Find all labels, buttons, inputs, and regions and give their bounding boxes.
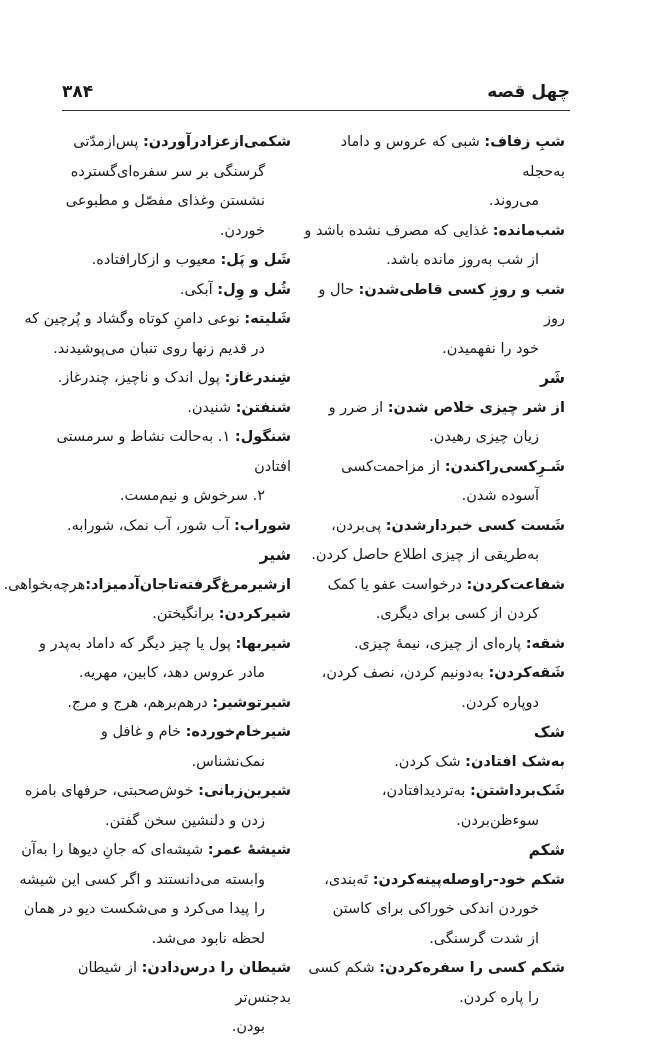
- dictionary-entry: [19, 128, 291, 158]
- entry-definition: برانگیختن.: [152, 606, 219, 622]
- entry-definition: پول یا چیز دیگر که داماد به‌پدر و: [39, 635, 236, 652]
- entry-definition: شنیدن.: [187, 399, 236, 416]
- entry-continuation: کردن از کسی برای دیگری.: [375, 606, 539, 622]
- dictionary-entry: [19, 777, 291, 807]
- right-column: [303, 128, 565, 1013]
- entry-definition: پس‌ازمدّتی: [73, 134, 143, 150]
- section-heading: شیر: [259, 546, 291, 564]
- entry-term: از شر چیزی خلاص شدن:: [387, 399, 565, 416]
- dictionary-entry: [19, 305, 291, 335]
- entry-continuation: خوردن.: [219, 222, 265, 239]
- dictionary-entry: [19, 423, 291, 482]
- entry-definition: به‌تردیدافتادن،: [381, 783, 470, 799]
- dictionary-entry: [19, 836, 291, 866]
- entry-continuation: در قدیم زنها روی تنبان می‌پوشیدند.: [53, 340, 265, 357]
- entry-continuation: سوءظن‌بردن.: [456, 812, 539, 829]
- entry-continuation: بودن.: [231, 1019, 265, 1035]
- entry-definition: درهم‌برهم، هرج و مرج.: [67, 694, 213, 711]
- dictionary-entry: [303, 630, 565, 660]
- entry-definition: آبکی.: [179, 281, 218, 298]
- dictionary-entry: [303, 659, 565, 689]
- entry-term: شیرتوشیر:: [212, 694, 291, 711]
- entry-continuation: را پاره کردن.: [459, 989, 539, 1006]
- entry-definition: شبی که عروس و داماد به‌حجله: [340, 134, 565, 180]
- entry-definition: شک کردن.: [394, 753, 466, 770]
- entry-definition: از ضرر و: [328, 399, 388, 416]
- entry-continuation: آسوده شدن.: [461, 488, 539, 504]
- entry-continuation: از شدت گرسنگی.: [429, 930, 539, 947]
- entry-term: شیربها:: [235, 635, 291, 652]
- dictionary-entry: [19, 394, 291, 424]
- entry-term: شوراب:: [233, 517, 291, 534]
- dictionary-entry: [19, 689, 291, 719]
- entry-continuation: به‌طریقی از چیزی اطلاع حاصل کردن.: [311, 547, 539, 563]
- entry-term: به‌شک افتادن:: [465, 753, 565, 770]
- entry-definition: تَه‌بندی،: [324, 871, 373, 888]
- entry-term: شِندرغاز:: [224, 370, 291, 386]
- dictionary-entry: [303, 777, 565, 807]
- page-header: [62, 82, 570, 108]
- entry-term: شیشهٔ عمر:: [207, 842, 291, 858]
- dictionary-entry: [303, 512, 565, 542]
- entry-continuation: خوردن اندکی خوراکی برای کاستن: [332, 901, 539, 917]
- header-rule: [62, 110, 570, 111]
- entry-term: شقه:: [525, 635, 565, 652]
- entry-continuation: نشستن وغذای مفصّل و مطبوعی: [65, 193, 265, 209]
- dictionary-entry: [303, 748, 565, 778]
- entry-continuation: نمک‌نشناس.: [191, 753, 265, 770]
- entry-definition: از مزاحمت‌کسی: [341, 458, 445, 475]
- entry-term: شیرین‌زبانی:: [198, 783, 291, 799]
- dictionary-entry: [19, 512, 291, 542]
- entry-term: شَل و پَل:: [220, 252, 291, 268]
- entry-definition: پاره‌ای از چیزی، نیمهٔ چیزی.: [353, 635, 526, 652]
- entry-continuation: را پیدا می‌کرد و می‌شکست دیو در همان: [23, 901, 265, 917]
- entry-term: شبِ زفاف:: [484, 134, 565, 150]
- entry-term: شَک‌برداشتن:: [469, 783, 565, 799]
- entry-definition: ۱. به‌حالت نشاط و سرمستی افتادن: [56, 429, 291, 475]
- dictionary-entry: [303, 276, 565, 335]
- dictionary-entry: [3, 571, 291, 601]
- dictionary-entry: [19, 718, 291, 748]
- entry-continuation: از شب به‌روز مانده باشد.: [386, 252, 539, 268]
- dictionary-entry: [19, 276, 291, 306]
- entry-term: شب و روزِ کسی قاطی‌شدن:: [358, 281, 565, 298]
- entry-continuation: می‌روند.: [488, 193, 539, 209]
- entry-definition: از شیطان بدجنس‌تر: [77, 960, 291, 1006]
- entry-term: ازشیرمرغ‌گرفته‌تاجان‌آدمیزاد:: [85, 576, 291, 593]
- entry-continuation: دوپاره کردن.: [461, 694, 539, 711]
- section-heading: شک: [533, 723, 565, 741]
- entry-definition: حال و روز: [318, 281, 565, 327]
- entry-continuation: خود را نفهمیدن.: [442, 340, 539, 357]
- entry-continuation: مادر عروس دهد، کابین، مهریه.: [78, 665, 265, 681]
- entry-term: شنگول:: [234, 429, 291, 445]
- entry-term: شب‌مانده:: [492, 222, 565, 239]
- dictionary-entry: [303, 394, 565, 424]
- entry-term: شَقه‌کردن:: [488, 665, 565, 681]
- section-heading: شکم: [528, 841, 565, 859]
- entry-continuation: وابسته می‌دانستند و اگر کسی این شیشه: [19, 871, 265, 888]
- page-number: ۳۸۴: [62, 82, 94, 102]
- entry-term: شَست کسی خبردارشدن:: [385, 517, 565, 534]
- entry-definition: هرچه‌بخواهی.: [3, 576, 86, 593]
- entry-term: شکم کسی را سفره‌کردن:: [379, 960, 565, 976]
- entry-term: شفاعت‌کردن:: [466, 576, 565, 593]
- entry-definition: غذایی که مصرف نشده باشد و: [304, 222, 493, 239]
- entry-definition: شیشه‌ای که جانِ دیوها را به‌آن: [21, 842, 208, 858]
- dictionary-entry: [303, 453, 565, 483]
- dictionary-entry: [303, 128, 565, 187]
- dictionary-entry: [19, 246, 291, 276]
- entry-definition: درخواست عفو یا کمک: [327, 576, 467, 593]
- dictionary-entry: [19, 364, 291, 394]
- entry-term: شُل و وِل:: [217, 281, 291, 298]
- entry-definition: آب شور، آب نمک، شورابه.: [67, 517, 234, 534]
- dictionary-entry: [19, 600, 291, 630]
- entry-continuation: ۲. سرخوش و نیم‌مست.: [119, 488, 265, 504]
- book-title: چهل قصه: [487, 82, 570, 102]
- section-heading: شَر: [540, 369, 565, 387]
- entry-continuation: گرسنگی بر سر سفره‌ای‌گسترده: [70, 163, 265, 180]
- entry-definition: پی‌بردن،: [331, 517, 386, 534]
- entry-term: شنفتن:: [235, 399, 291, 416]
- entry-term: شیرکردن:: [218, 606, 291, 622]
- dictionary-entry: [303, 571, 565, 601]
- entry-continuation: زیان چیزی رهیدن.: [429, 429, 539, 445]
- entry-definition: خام و غافل و: [100, 724, 186, 740]
- entry-term: شیطان را درس‌دادن:: [141, 960, 291, 976]
- entry-term: شَلیته:: [244, 311, 291, 327]
- dictionary-entry: [303, 217, 565, 247]
- dictionary-entry: [303, 866, 565, 896]
- entry-continuation: لحظه نابود می‌شد.: [151, 930, 265, 947]
- entry-definition: معیوب و ازکارافتاده.: [91, 252, 221, 268]
- entry-definition: نوعی دامنِ کوتاه وگشاد و پُرچین که: [24, 311, 245, 327]
- entry-continuation: زدن و دلنشین سخن گفتن.: [105, 812, 265, 829]
- entry-definition: پول اندک و ناچیز، چندرغاز.: [57, 370, 225, 386]
- entry-definition: شکم کسی: [308, 960, 380, 976]
- entry-term: شکمی‌ازعزادرآوردن:: [142, 134, 291, 150]
- entry-term: شَـرِکسی‌راکندن:: [444, 458, 565, 475]
- entry-definition: خوش‌صحبتی، حرفهای بامزه: [24, 783, 199, 799]
- entry-term: شیرخام‌خورده:: [185, 724, 291, 740]
- dictionary-entry: [19, 954, 291, 1013]
- entry-term: شکم خود-راوصله‌پینه‌کردن:: [372, 871, 565, 888]
- dictionary-entry: [303, 954, 565, 984]
- dictionary-entry: [19, 630, 291, 660]
- left-column: [3, 128, 291, 1043]
- entry-definition: به‌دونیم کردن، نصف کردن،: [321, 665, 489, 681]
